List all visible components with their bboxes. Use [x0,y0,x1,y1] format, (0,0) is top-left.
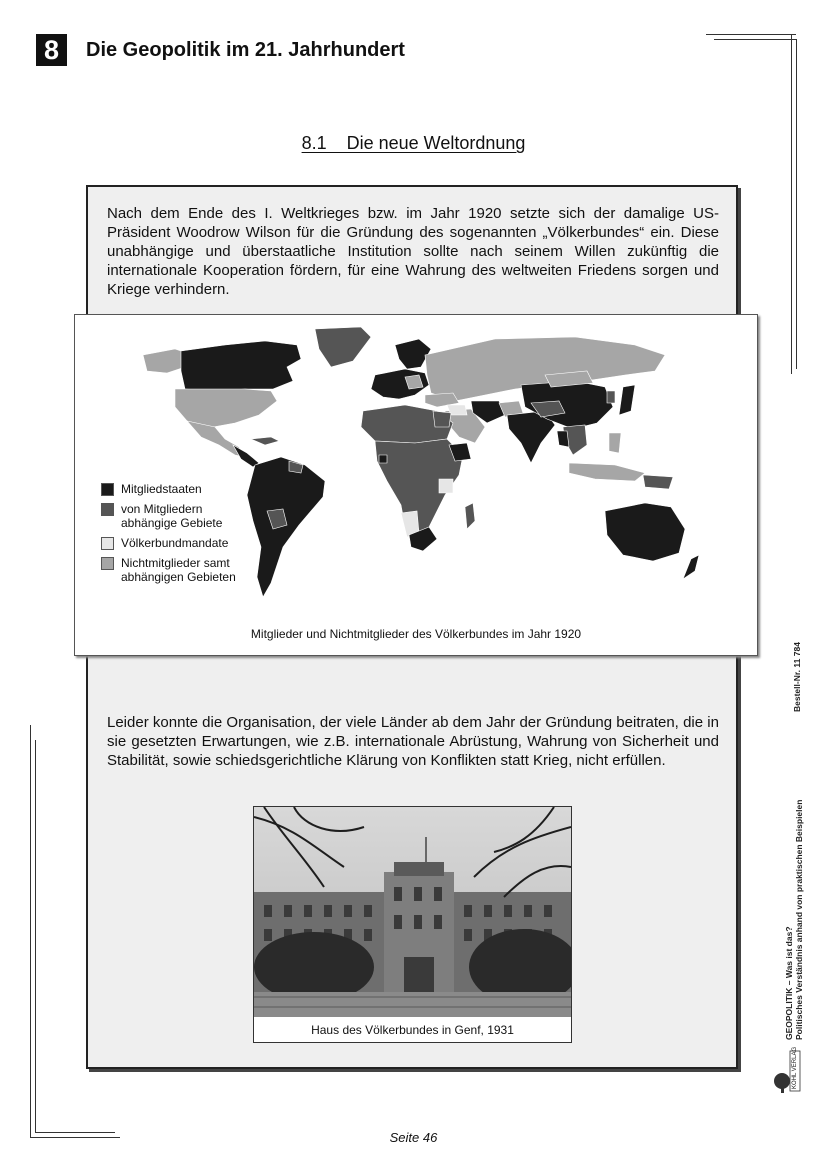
series-sidebar [784,800,804,1040]
legend-swatch [101,557,114,570]
legend-label: Völkerbundmandate [121,536,229,550]
frame-line [30,725,31,1137]
series-title: GEOPOLITIK – Was ist das? [784,926,794,1040]
section-title: 8.1 Die neue Weltordnung [301,133,526,153]
map-region-siam [557,431,569,447]
frame-line [706,34,796,35]
legend-item [101,502,256,530]
map-legend [101,482,281,590]
map-region-guianas [289,461,303,473]
map-region-scandinavia [395,339,431,369]
frame-line [791,34,792,374]
legend-item [101,536,281,550]
map-region-korea [607,391,615,403]
map-region-canada [181,341,301,391]
legend-label: von Mitgliedern abhängige Gebiete [121,502,223,530]
frame-line [714,39,796,40]
map-region-usa [175,389,277,427]
map-caption: Mitglieder und Nichtmitglieder des Völkerbundes im Jahr 1920 [250,627,582,641]
map-region-central-america [233,445,259,467]
legend-swatch [101,537,114,550]
frame-line [796,39,797,369]
legend-item [101,482,281,496]
photo-panel [253,806,572,1043]
map-region-mandate-tanganyika [439,479,453,493]
map-region-japan [619,385,635,415]
map-region-madagascar [465,503,475,529]
publisher-name: KOHL VERLAG [792,1046,798,1089]
map-region-egypt [433,411,451,427]
photo-caption: Haus des Völkerbundes in Genf, 1931 [311,1023,514,1037]
chapter-title: Die Geopolitik im 21. Jahrhundert [86,39,405,61]
map-region-greenland [315,327,371,367]
legend-label: Mitgliedstaaten [121,482,202,496]
map-region-alaska [143,349,187,373]
order-number: Bestell-Nr. 11 784 [792,642,802,712]
map-region-liberia [379,455,387,463]
legend-label: Nichtmitglieder samt abhängigen Gebieten [121,556,236,584]
map-region-indonesia [569,463,645,481]
series-subtitle: Politisches Verständnis anhand von praktischen Beispielen [794,799,804,1040]
legend-item [101,556,266,584]
map-region-philippines [609,433,621,453]
map-region-new-guinea [643,475,673,489]
chapter-number-badge: 8 [36,34,67,66]
legend-swatch [101,483,114,496]
body-paragraph: Leider konnte die Organisation, der viele Länder ab dem Jahr der Gründung beitraten, die in sie gesetzten Erwartungen, wie z.B. internationale Abrüstung, Wahrung von Sicherheit und Stabilität, sowie schiedsgerichtliche Klärung von Konflikten statt Krieg, nicht erfüllen. [107,714,719,769]
frame-line [35,740,36,1132]
map-panel [74,314,758,656]
publisher-logo [772,1045,802,1095]
page-number: Seite 46 [389,1130,438,1145]
building-photo [254,807,571,1017]
intro-paragraph: Nach dem Ende des I. Weltkrieges bzw. im Jahr 1920 setzte sich der damalige US-Präsident Woodrow Wilson für die Gründung des sogenannten „Völkerbundes“ ein. Diese unabhängige und überstaatliche Institution sollte nach seinem Willen zukünftig die internationale Kooperation fördern, für eine Wahrung des weltweiten Friedens sorgen und Kriege verhindern. [107,205,719,298]
map-region-australia [605,503,685,561]
legend-swatch [101,503,114,516]
map-region-new-zealand [683,555,699,579]
map-region-caribbean [251,437,279,445]
